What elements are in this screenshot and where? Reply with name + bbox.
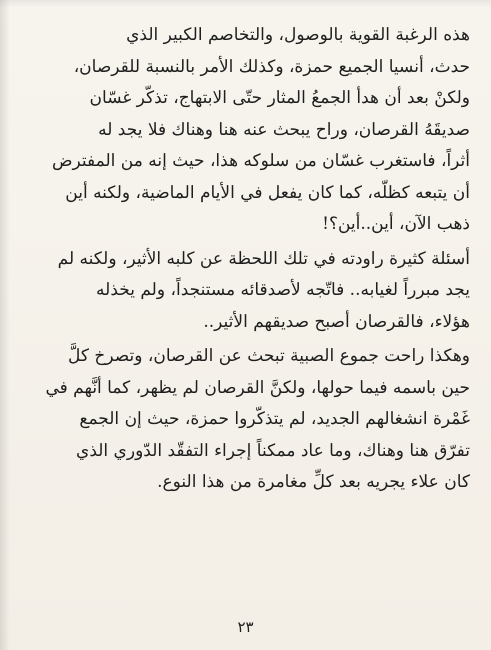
- page-number: ٢٣: [237, 618, 254, 636]
- text-line: أسئلة كثيرة راودته في تلك اللحظة عن كلبه الأثير، ولكنه لم: [57, 248, 470, 269]
- text-line: كان علاء يجريه بعد كلِّ مغامرة من هذا النوع.: [157, 472, 470, 492]
- page-edge-shadow: [0, 0, 10, 650]
- text-line: تفرّق هنا وهناك، وما عاد ممكناً إجراء التفقّد الدّوري الذي: [76, 440, 470, 461]
- text-line: غَمْرة انشغالهم الجديد، لم يتذكّروا حمزة، حيث إن الجمع: [79, 409, 470, 429]
- text-line: هؤلاء، فالقرصان أصبح صديقهم الأثير..: [203, 311, 470, 332]
- text-line: يجد مبرراً لغيابه.. فاتّجه لأصدقائه مستنجداً، ولم يخذله: [96, 280, 470, 300]
- text-line: وهكذا راحت جموع الصبية تبحث عن القرصان، وتصرخ كلَّ: [68, 346, 470, 366]
- text-line: صديقَهُ القرصان، وراح يبحث عنه هنا وهناك فلا يجد له: [98, 119, 470, 140]
- text-line: حدث، أنسيا الجميع حمزة، وكذلك الأمر بالنسبة للقرصان،: [73, 56, 470, 77]
- text-line: أثراً، فاستغرب غسّان من سلوكه هذا، حيث إنه من المفترض: [51, 151, 470, 171]
- text-line: هذه الرغبة القوية بالوصول، والتخاصم الكبير الذي: [126, 25, 470, 45]
- text-line: ولكنْ بعد أن هدأ الجمعُ المثار حتّى الابتهاج، تذكّر غسّان: [89, 88, 470, 108]
- text-line: ذهب الآن، أين..أين؟!: [322, 214, 470, 234]
- body-text: [20, 20, 470, 499]
- page-top-shadow: [0, 0, 491, 8]
- text-line: حين باسمه فيما حولها، ولكنَّ القرصان لم يظهر، كما أنَّهم في: [45, 377, 470, 398]
- text-line: أن يتبعه كظلّه، كما كان يفعل في الأيام الماضية، ولكنه أين: [65, 182, 470, 203]
